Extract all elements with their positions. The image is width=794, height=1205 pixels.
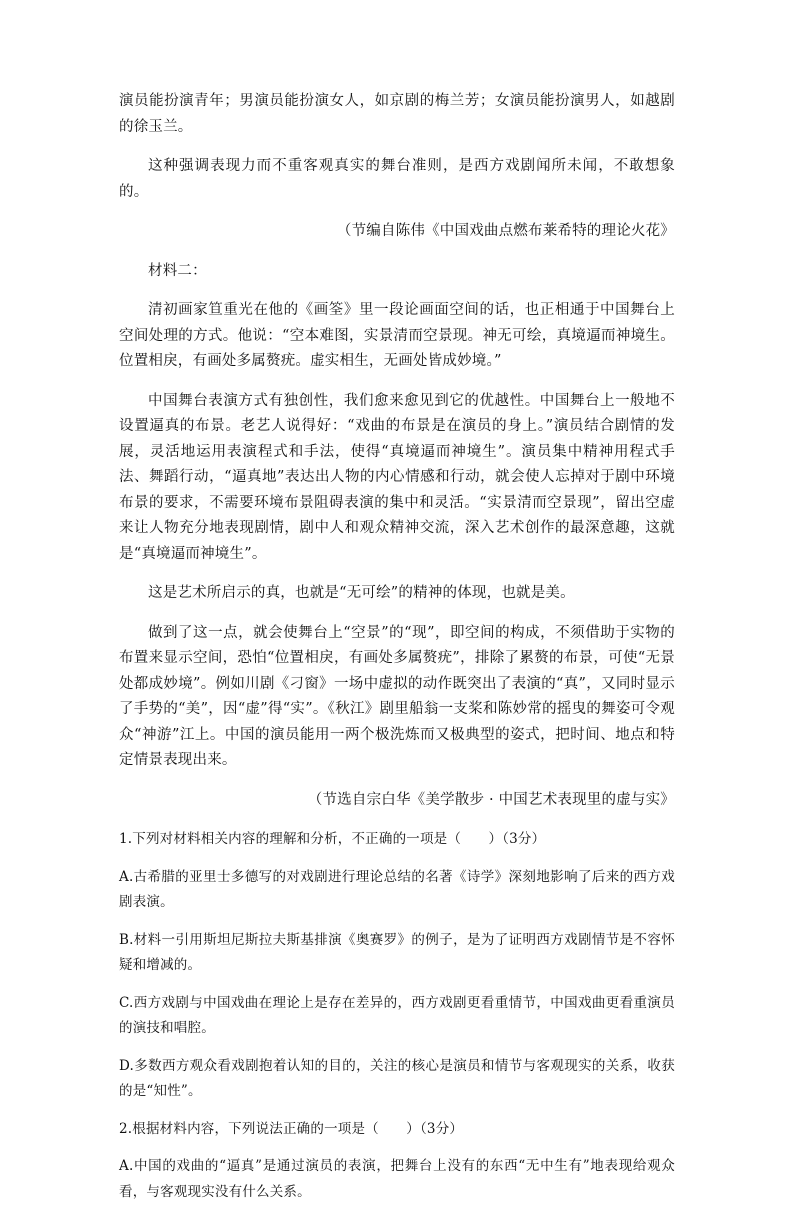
paragraph: 清初画家笪重光在他的《画筌》里一段论画面空间的话，也正相通于中国舞台上空间处理的方式。他说：“空本难图，实景清而空景现。神无可绘，真境逼而神境生。位置相戾，有画处多属赘疣。虚实相生，无画处皆成妙境。”: [119, 302, 675, 369]
question-option: D.多数西方观众看戏剧抱着认知的目的，关注的核心是演员和情节与客观现实的关系，收获的是“知性”。: [119, 1057, 675, 1099]
section-heading: 材料二：: [148, 262, 207, 279]
question-option: B.材料一引用斯坦尼斯拉夫斯基排演《奥赛罗》的例子，是为了证明西方戏剧情节是不容怀疑和增减的。: [119, 931, 675, 973]
paragraph: 这种强调表现力而不重客观真实的舞台准则，是西方戏剧闻所未闻，不敢想象的。: [119, 158, 675, 200]
question-option: A.中国的戏曲的“逼真”是通过演员的表演，把舞台上没有的东西“无中生有”地表现给观众看，与客观现实没有什么关系。: [119, 1158, 675, 1200]
question-stem: 2.根据材料内容，下列说法正确的一项是（ ）（3分）: [119, 1120, 464, 1137]
paragraph-continuation: 演员能扮演青年；男演员能扮演女人，如京剧的梅兰芳；女演员能扮演男人，如越剧的徐玉兰。: [119, 93, 675, 135]
source-citation: （节选自宗白华《美学散步 · 中国艺术表现里的虚与实》: [307, 791, 675, 808]
source-citation: （节编自陈伟《中国戏曲点燃布莱希特的理论火花》: [336, 223, 675, 239]
paragraph: 做到了这一点，就会使舞台上“空景”的“现”，即空间的构成，不须借助于实物的布置来显示空间，恐怕“位置相戾，有画处多属赘疣”，排除了累赘的布景，可使“无景处都成妙境”。例如川剧《刁窗》一场中虚拟的动作既突出了表演的“真”，又同时显示了手势的“美”，因“虚”得“实”。《秋江》剧里船翁一支桨和陈妙常的摇曳的舞姿可令观众“神游”江上。中国的演员能用一两个极洗炼而又极典型的姿式，把时间、地点和特定情景表现出来。: [119, 624, 675, 768]
question-stem: 1.下列对材料相关内容的理解和分析，不正确的一项是（ ）（3分）: [119, 831, 546, 847]
paragraph: 中国舞台表演方式有独创性，我们愈来愈见到它的优越性。中国舞台上一般地不设置逼真的布景。老艺人说得好：“戏曲的布景是在演员的身上。”演员结合剧情的发展，灵活地运用表演程式和手法，使得“真境逼而神境生”。演员集中精神用程式手法、舞蹈行动，“逼真地”表达出人物的内心情感和行动，就会使人忘掉对于剧中环境布景的要求，不需要环境布景阻碍表演的集中和灵活。“实景清而空景现”，留出空虚来让人物充分地表现剧情，剧中人和观众精神交流，深入艺术创作的最深意趣，这就是“真境逼而神境生”。: [119, 392, 675, 562]
question-option: C.西方戏剧与中国戏曲在理论上是存在差异的，西方戏剧更看重情节，中国戏曲更看重演员的演技和唱腔。: [119, 994, 675, 1036]
article-body: [119, 89, 675, 1205]
question-option: A.古希腊的亚里士多德写的对戏剧进行理论总结的名著《诗学》深刻地影响了后来的西方戏剧表演。: [119, 868, 675, 910]
paragraph: 这是艺术所启示的真，也就是“无可绘”的精神的体现，也就是美。: [148, 585, 575, 601]
